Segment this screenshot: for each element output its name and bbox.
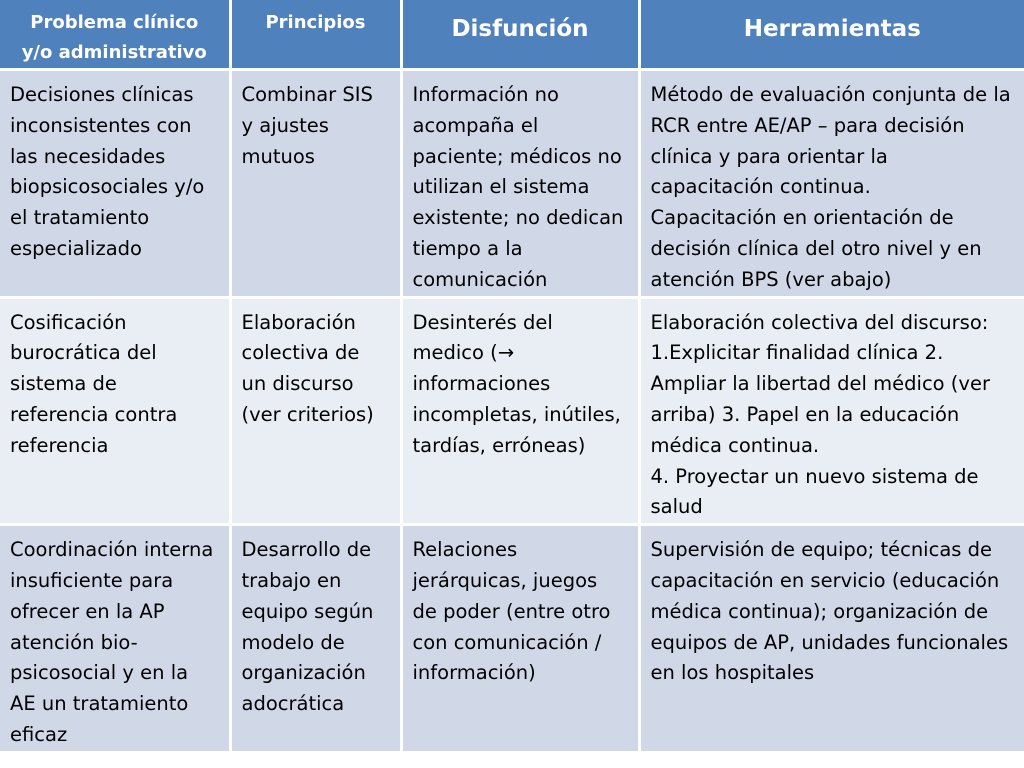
table-row <box>0 297 1024 525</box>
cell-problema: Coordinación interna insuficiente para ofrecer en la AP atención bio-psicosocial y en la AE un tratamiento eficaz <box>0 525 230 753</box>
cell-herramientas: Supervisión de equipo; técnicas de capacitación en servicio (educación médica continua); organización de equipos de AP, unidades funcionales en los hospitales <box>639 525 1024 753</box>
header-principios: Principios <box>230 0 401 70</box>
cell-problema: Decisiones clínicas inconsistentes con las necesidades biopsicosociales y/o el tratamiento especializado <box>0 70 230 298</box>
header-disfuncion: Disfunción <box>401 0 639 70</box>
table-row <box>0 525 1024 753</box>
cell-disfuncion <box>401 297 639 525</box>
header-problema: Problema clínico y/o administrativo <box>0 0 230 70</box>
table-header-row <box>0 0 1024 70</box>
disfuncion-text-post: informaciones incompletas, inútiles, tardías, erróneas) <box>412 372 621 457</box>
cell-herramientas: Elaboración colectiva del discurso: 1.Explicitar finalidad clínica 2. Ampliar la libertad del médico (ver arriba) 3. Papel en la educación médica continua. 4. Proyectar un nuevo sistema de salud <box>639 297 1024 525</box>
cell-disfuncion: Relaciones jerárquicas, juegos de poder (entre otro con comunicación / información) <box>401 525 639 753</box>
header-herramientas: Herramientas <box>639 0 1024 70</box>
cell-problema: Cosificación burocrática del sistema de referencia contra referencia <box>0 297 230 525</box>
cell-principios: Combinar SIS y ajustes mutuos <box>230 70 401 298</box>
arrow-right-icon: → <box>497 341 515 365</box>
cell-principios: Elaboración colectiva de un discurso (ver criterios) <box>230 297 401 525</box>
cell-herramientas: Método de evaluación conjunta de la RCR entre AE/AP – para decisión clínica y para orientar la capacitación continua. Capacitación en orientación de decisión clínica del otro nivel y en atención BPS (ver abajo) <box>639 70 1024 298</box>
cell-disfuncion: Información no acompaña el paciente; médicos no utilizan el sistema existente; no dedican tiempo a la comunicación <box>401 70 639 298</box>
disfuncion-text-pre: Desinterés del medico ( <box>412 310 553 365</box>
cell-principios: Desarrollo de trabajo en equipo según modelo de organización adocrática <box>230 525 401 753</box>
table-row <box>0 70 1024 298</box>
